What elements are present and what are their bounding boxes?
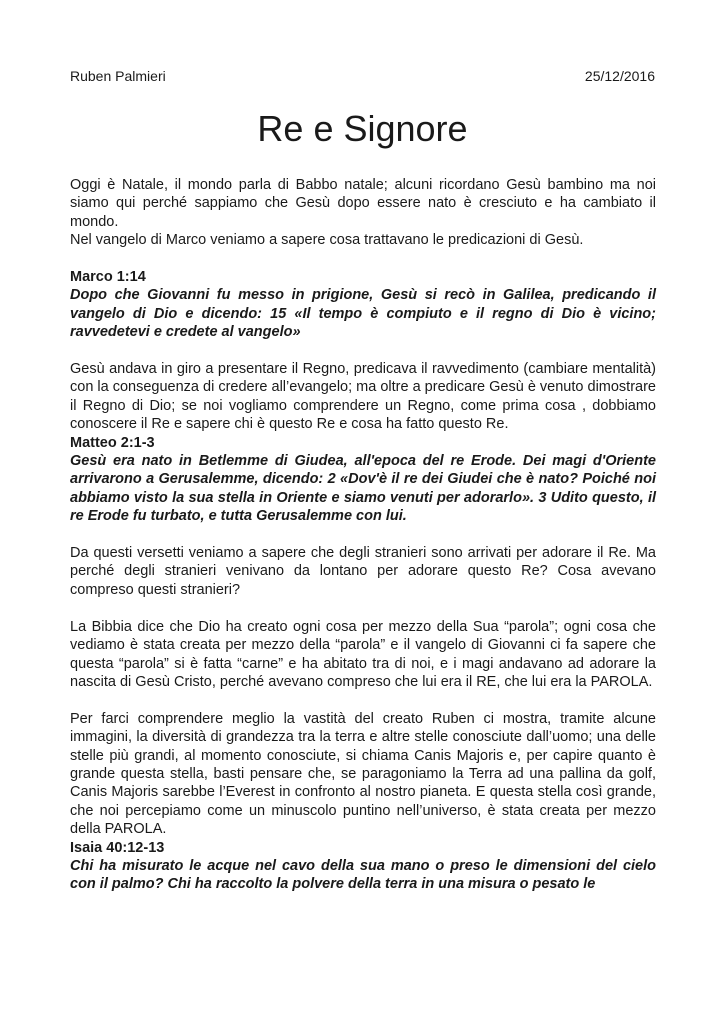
intro-paragraph-2: Nel vangelo di Marco veniamo a sapere cosa trattavano le predicazioni di Gesù. [70,232,584,249]
scripture-reference-marco: Marco 1:14 [70,269,146,286]
spacer [70,250,656,268]
document-date: 25/12/2016 [584,68,655,84]
document-body [70,176,656,894]
scripture-quote-marco: Dopo che Giovanni fu messo in prigione, Gesù si recò in Galilea, predicando il vangelo di Dio e dicendo: 15 «Il tempo è compiuto e il regno di Dio è vicino; ravvedetevi e credete al vangelo» [70,287,656,341]
spacer [70,342,656,360]
author-name: Ruben Palmieri [70,68,166,84]
scripture-quote-isaia: Chi ha misurato le acque nel cavo della sua mano o preso le dimensioni del cielo con il palmo? Chi ha raccolto la polvere della terra in una misura o pesato le [70,857,656,893]
page-title: Re e Signore [257,108,468,149]
spacer [70,526,656,544]
paragraph-creato: Per farci comprendere meglio la vastità del creato Ruben ci mostra, tramite alcune immagini, la diversità di grandezza tra la terra e altre stelle conosciute dall’uomo; una delle stelle più grandi, al momento conosciute, si chiama Canis Majoris e, per capire quanto è grande questa stella, basti pensare che, se paragoniamo la Terra ad una pallina da golf, Canis Majoris sarebbe l’Everest in confronto al nostro pianeta. E questa stella così grande, che noi percepiamo come un minuscolo puntino nell’universo, è stata creata per mezzo della PAROLA. [70,710,656,838]
scripture-reference-matteo: Matteo 2:1-3 [70,434,155,451]
scripture-reference-isaia: Isaia 40:12-13 [70,839,165,856]
intro-paragraph: Oggi è Natale, il mondo parla di Babbo natale; alcuni ricordano Gesù bambino ma noi siamo qui perché sappiamo che Gesù dopo essere nato è cresciuto e ha cambiato il mondo. [70,177,656,230]
scripture-quote-matteo: Gesù era nato in Betlemme di Giudea, all'epoca del re Erode. Dei magi d'Oriente arrivarono a Gerusalemme, dicendo: 2 «Dov'è il re dei Giudei che è nato? Poiché noi abbiamo visto la sua stella in Oriente e siamo venuti per adorarlo». 3 Udito questo, il re Erode fu turbato, e tutta Gerusalemme con lui. [70,453,656,525]
spacer [70,691,656,709]
spacer [70,599,656,617]
header [70,68,655,84]
paragraph-regno: Gesù andava in giro a presentare il Regno, predicava il ravvedimento (cambiare mentalità) con la conseguenza di credere all’evangelo; ma oltre a predicare Gesù è venuto dimostrare il Regno di Dio; se noi vogliamo comprendere un Regno, come prima cosa , dobbiamo conoscere il Re e sapere chi è questo Re e cosa ha fatto questo Re. [70,361,656,433]
paragraph-parola: La Bibbia dice che Dio ha creato ogni cosa per mezzo della Sua “parola”; ogni cosa che vediamo è stata creata per mezzo della “parola” e il vangelo di Giovanni ci fa sapere che questa “parola” si è fatta “carne” e ha abitato tra di noi, e i magi andavano ad adorare la nascita di Gesù Cristo, perché avevano compreso che lui era il RE, che lui era la PAROLA. [70,618,656,690]
paragraph-stranieri: Da questi versetti veniamo a sapere che degli stranieri sono arrivati per adorare il Re. Ma perché degli stranieri venivano da lontano per adorare questo Re? Cosa avevano compreso questi stranieri? [70,545,656,598]
